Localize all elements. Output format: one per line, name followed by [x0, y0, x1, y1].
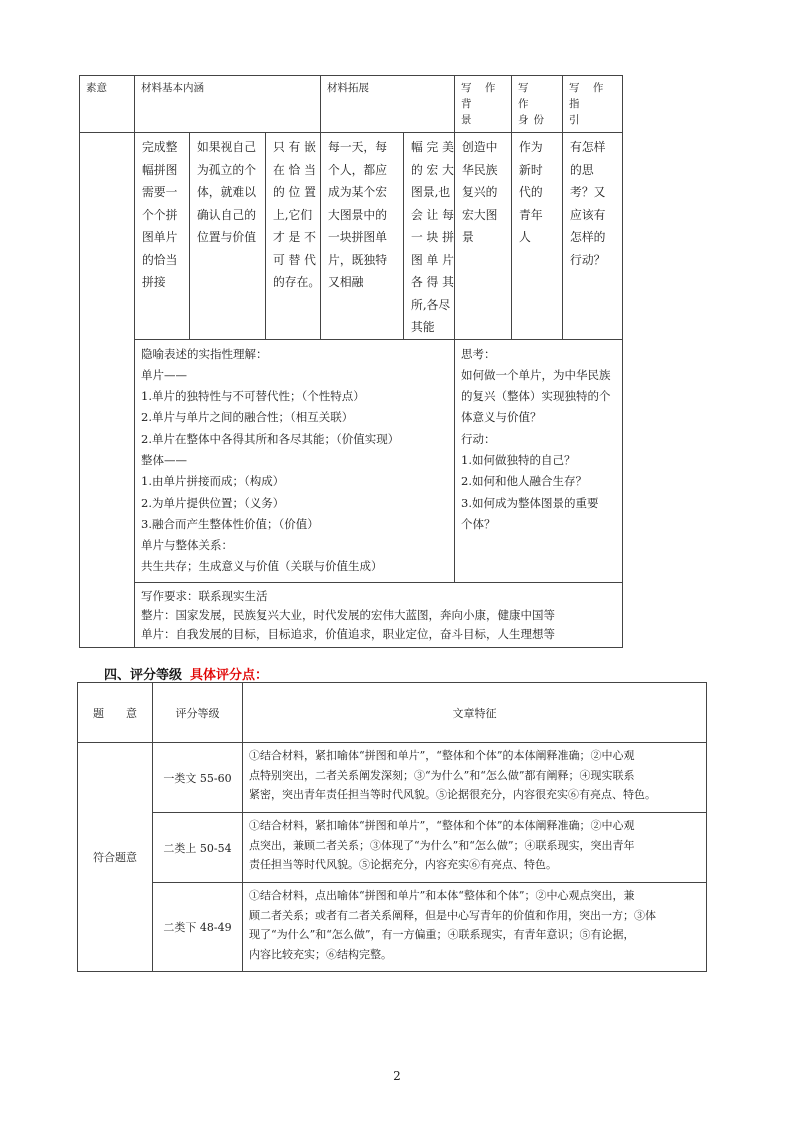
feature-cell-3: ①结合材料，点出喻体“拼图和单片”和本体“整体和个体”；②中心观点突出，兼 顾二者关系；或者有二者关系阐释，但是中心写青年的价值和作用，突出一方；③体 现了“为什么”和“怎么做”，有一方偏重；④联系现实，有青年意识；⑤有论据， 内容比较充实；⑥结构完整。: [243, 883, 707, 972]
grade-cell-3: 二类下 48-49: [153, 883, 243, 972]
section-highlight: 具体评分点：: [190, 668, 269, 683]
section-title: 四、评分等级: [104, 668, 183, 683]
feature-cell-1: ①结合材料，紧扣喻体“拼图和单片”，“整体和个体”的本体阐释准确；②中心观 点特别突出，二者关系阐发深刻；③“为什么”和“怎么做”都有阐释；④现实联系 紧密，突出青年责任担当等时代风貌。⑤论据很充分，内容很充实⑥有亮点、特色。: [243, 743, 707, 813]
header-topic: 题 意: [78, 683, 153, 743]
feature-cell-2: ①结合材料，紧扣喻体“拼图和单片”，“整体和个体”的本体阐释准确；②中心观 点突出，兼顾二者关系；③体现了“为什么”和“怎么做”；④联系现实，突出青年 责任担当等时代风貌。⑤论据充分，内容充实⑥有亮点、特色。: [243, 813, 707, 883]
grade-cell-2: 二类上 50-54: [153, 813, 243, 883]
material-cell-8: 有怎样 的思 考？又 应该有 怎样的 行动？: [563, 133, 623, 340]
header-feature: 文章特征: [243, 683, 707, 743]
header-writing-identity: 写 作 身份: [512, 76, 563, 133]
thinking-action-cell: 思考： 如何做一个单片，为中华民族 的复兴（整体）实现独特的个 体意义与价值？ 行动： 1.如何做独特的自己？ 2.如何和他人融合生存？ 3.如何成为整体图景的重要 个体？: [455, 339, 623, 582]
writing-requirement-cell: 写作要求：联系现实生活 整片：国家发展，民族复兴大业，时代发展的宏伟大蓝图，奔向小康，健康中国等 单片：自我发展的目标，目标追求，价值追求，职业定位，奋斗目标，人生理想等: [135, 582, 623, 647]
grading-table: [77, 682, 707, 972]
grade-cell-1: 一类文 55-60: [153, 743, 243, 813]
material-cell-7: 作为 新时 代的 青年 人: [512, 133, 563, 340]
material-cell-6: 创造中 华民族 复兴的 宏大图 景: [455, 133, 512, 340]
topic-value-cell: 符合题意: [78, 743, 153, 972]
material-cell-4: 每一天，每 个人，都应 成为某个宏 大图景中的 一块拼图单 片，既独特 又相融: [321, 133, 404, 340]
material-analysis-table: [79, 75, 623, 648]
su-yi-empty-cell: [80, 133, 135, 648]
material-cell-3: 只 有 嵌 在 恰 当 的 位 置 上,它们 才 是 不 可 替 代 的存在。: [266, 133, 321, 340]
material-cell-5: 幅 完 美 的 宏 大 图景,也 会 让 每 一 块 拼 图 单 片 各 得 其 所,各尽 其能: [404, 133, 455, 340]
page-number: 2: [393, 1069, 401, 1083]
header-grade: 评分等级: [153, 683, 243, 743]
material-cell-2: 如果视自己 为孤立的个 体，就难以 确认自己的 位置与价值: [190, 133, 266, 340]
material-cell-1: 完成整 幅拼图 需要一 个个拼 图单片 的恰当 拼接: [135, 133, 190, 340]
metaphor-explanation-cell: 隐喻表述的实指性理解： 单片—— 1.单片的独特性与不可替代性；（个性特点） 2.单片与单片之间的融合性；（相互关联） 2.单片在整体中各得其所和各尽其能；（价值实现） 整体—— 1.由单片拼接而成；（构成） 2.为单片提供位置；（义务） 3.融合而产生整体性价值；（价值） 单片与整体关系： 共生共存；生成意义与价值（关联与价值生成）: [135, 339, 455, 582]
section-heading: [104, 664, 268, 683]
header-writing-guide: 写 作 指 引: [563, 76, 623, 133]
header-material-basic: 材料基本内涵: [135, 76, 321, 133]
header-writing-bg: 写 作 背 景: [455, 76, 512, 133]
header-material-ext: 材料拓展: [321, 76, 455, 133]
header-su-yi: 素意: [80, 76, 135, 133]
